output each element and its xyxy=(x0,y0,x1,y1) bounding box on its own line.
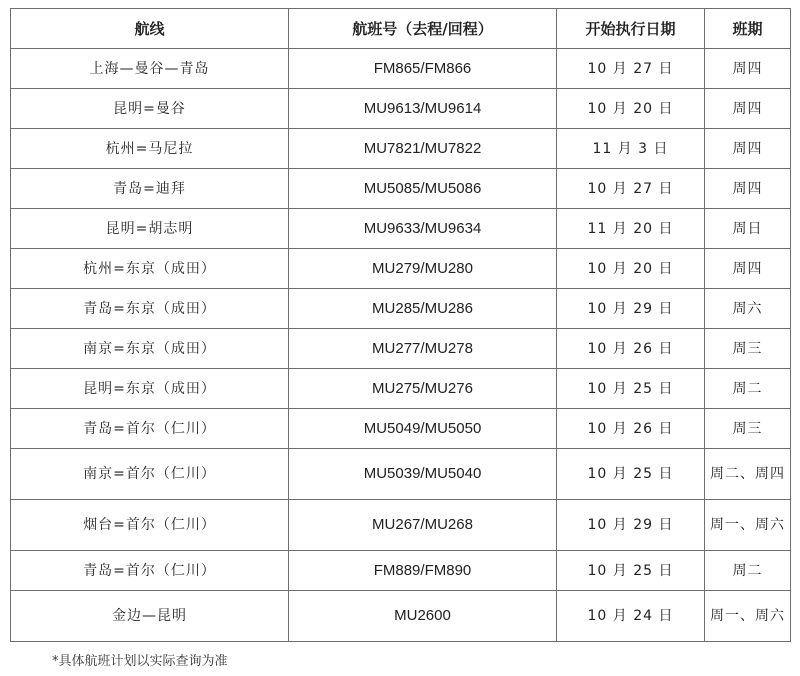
flight-number-cell: MU5085/MU5086 xyxy=(289,169,557,209)
frequency-cell: 周一、周六 xyxy=(705,500,791,551)
route-cell: 昆明=曼谷 xyxy=(11,89,289,129)
flight-number-cell: MU9633/MU9634 xyxy=(289,209,557,249)
table-row xyxy=(11,209,791,249)
start-date-cell: 10 月 25 日 xyxy=(557,449,705,500)
table-row xyxy=(11,551,791,591)
start-date-cell: 10 月 20 日 xyxy=(557,249,705,289)
frequency-cell: 周三 xyxy=(705,329,791,369)
route-cell: 青岛=东京（成田） xyxy=(11,289,289,329)
flight-number-cell: MU5049/MU5050 xyxy=(289,409,557,449)
flight-number-cell: MU9613/MU9614 xyxy=(289,89,557,129)
flight-number-cell: MU7821/MU7822 xyxy=(289,129,557,169)
frequency-cell: 周四 xyxy=(705,249,791,289)
flight-number-cell: FM865/FM866 xyxy=(289,49,557,89)
route-cell: 青岛=首尔（仁川） xyxy=(11,409,289,449)
header-frequency: 班期 xyxy=(705,9,791,49)
route-cell: 金边—昆明 xyxy=(11,591,289,642)
start-date-cell: 11 月 3 日 xyxy=(557,129,705,169)
table-row xyxy=(11,89,791,129)
footnote: *具体航班计划以实际查询为准 xyxy=(52,654,228,669)
table-row xyxy=(11,369,791,409)
frequency-cell: 周四 xyxy=(705,129,791,169)
start-date-cell: 10 月 27 日 xyxy=(557,169,705,209)
route-cell: 杭州=马尼拉 xyxy=(11,129,289,169)
table-row xyxy=(11,409,791,449)
route-cell: 南京=东京（成田） xyxy=(11,329,289,369)
table-row xyxy=(11,449,791,500)
frequency-cell: 周四 xyxy=(705,49,791,89)
flight-number-cell: MU2600 xyxy=(289,591,557,642)
start-date-cell: 10 月 26 日 xyxy=(557,329,705,369)
flight-number-cell: MU267/MU268 xyxy=(289,500,557,551)
table-row xyxy=(11,249,791,289)
start-date-cell: 10 月 29 日 xyxy=(557,289,705,329)
route-cell: 青岛=首尔（仁川） xyxy=(11,551,289,591)
flight-schedule-table xyxy=(10,8,791,642)
start-date-cell: 10 月 25 日 xyxy=(557,369,705,409)
route-cell: 上海—曼谷—青岛 xyxy=(11,49,289,89)
frequency-cell: 周一、周六 xyxy=(705,591,791,642)
route-cell: 杭州=东京（成田） xyxy=(11,249,289,289)
header-route: 航线 xyxy=(11,9,289,49)
frequency-cell: 周六 xyxy=(705,289,791,329)
flight-number-cell: MU277/MU278 xyxy=(289,329,557,369)
flight-number-cell: MU5039/MU5040 xyxy=(289,449,557,500)
table-row xyxy=(11,49,791,89)
route-cell: 南京=首尔（仁川） xyxy=(11,449,289,500)
frequency-cell: 周四 xyxy=(705,89,791,129)
header-flight-number: 航班号（去程/回程） xyxy=(289,9,557,49)
start-date-cell: 11 月 20 日 xyxy=(557,209,705,249)
frequency-cell: 周三 xyxy=(705,409,791,449)
start-date-cell: 10 月 25 日 xyxy=(557,551,705,591)
route-cell: 烟台=首尔（仁川） xyxy=(11,500,289,551)
table-row xyxy=(11,591,791,642)
table-row xyxy=(11,500,791,551)
start-date-cell: 10 月 27 日 xyxy=(557,49,705,89)
frequency-cell: 周四 xyxy=(705,169,791,209)
flight-number-cell: MU275/MU276 xyxy=(289,369,557,409)
flight-number-cell: FM889/FM890 xyxy=(289,551,557,591)
frequency-cell: 周二 xyxy=(705,369,791,409)
table-row xyxy=(11,329,791,369)
start-date-cell: 10 月 20 日 xyxy=(557,89,705,129)
flight-number-cell: MU279/MU280 xyxy=(289,249,557,289)
table-row xyxy=(11,129,791,169)
header-row xyxy=(11,9,791,49)
table-row xyxy=(11,169,791,209)
frequency-cell: 周二、周四 xyxy=(705,449,791,500)
header-start-date: 开始执行日期 xyxy=(557,9,705,49)
route-cell: 青岛=迪拜 xyxy=(11,169,289,209)
start-date-cell: 10 月 26 日 xyxy=(557,409,705,449)
start-date-cell: 10 月 24 日 xyxy=(557,591,705,642)
route-cell: 昆明=胡志明 xyxy=(11,209,289,249)
start-date-cell: 10 月 29 日 xyxy=(557,500,705,551)
frequency-cell: 周二 xyxy=(705,551,791,591)
frequency-cell: 周日 xyxy=(705,209,791,249)
route-cell: 昆明=东京（成田） xyxy=(11,369,289,409)
flight-number-cell: MU285/MU286 xyxy=(289,289,557,329)
table-row xyxy=(11,289,791,329)
